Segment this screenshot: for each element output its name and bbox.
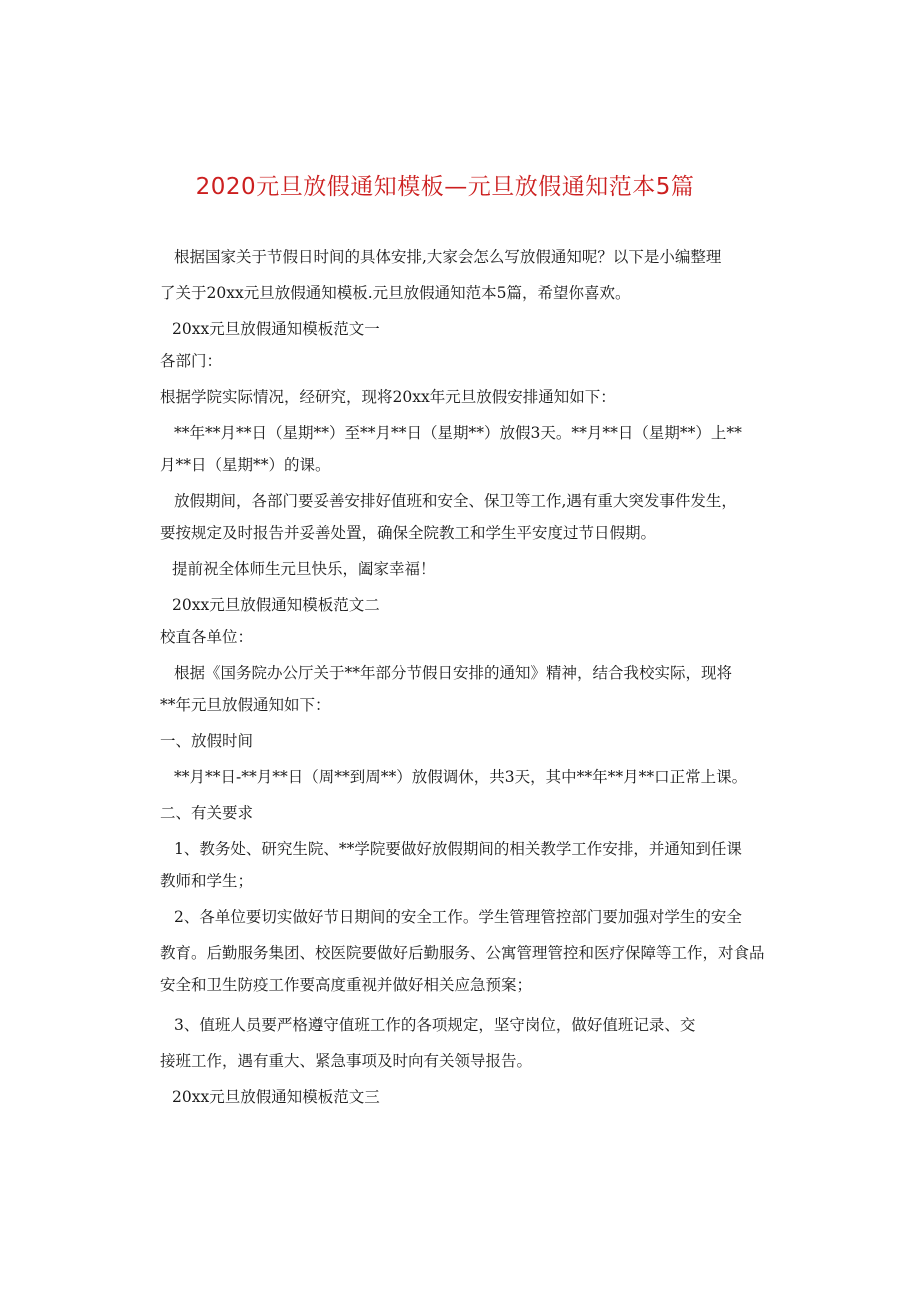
paragraph-line: 根据国家关于节假日时间的具体安排,大家会怎么写放假通知呢？以下是小编整理 <box>174 248 722 266</box>
paragraph-line: 2、各单位要切实做好节日期间的安全工作。学生管理管控部门要加强对学生的安全 <box>174 908 742 926</box>
salutation: 各部门： <box>160 352 223 370</box>
section-heading: 20xx元旦放假通知模板范文一 <box>172 320 380 338</box>
subsection-heading: 二、有关要求 <box>160 804 254 822</box>
paragraph-line: 了关于20xx元旦放假通知模板.元旦放假通知范本5篇，希望你喜欢。 <box>160 284 631 302</box>
paragraph-line: 根据《国务院办公厅关于**年部分节假日安排的通知》精神，结合我校实际，现将 <box>174 664 733 682</box>
paragraph-line: **月**日-**月**日（周**到周**）放假调休，共3天，其中**年**月**口正常上课。 <box>174 768 748 786</box>
section-heading: 20xx元旦放假通知模板范文三 <box>172 1088 380 1106</box>
paragraph-line: 安全和卫生防疫工作要高度重视并做好相关应急预案； <box>160 976 533 994</box>
paragraph-line: 3、值班人员要严格遵守值班工作的各项规定，坚守岗位，做好值班记录、交 <box>174 1016 696 1034</box>
paragraph-line: **年**月**日（星期**）至**月**日（星期**）放假3天。**月**日（星期**）上** <box>174 424 742 442</box>
section-heading: 20xx元旦放假通知模板范文二 <box>172 596 380 614</box>
paragraph-line: 提前祝全体师生元旦快乐，阖家幸福！ <box>172 560 436 578</box>
paragraph-line: 要按规定及时报告并妥善处置，确保全院教工和学生平安度过节日假期。 <box>160 524 657 542</box>
paragraph-line: 根据学院实际情况，经研究，现将20xx年元旦放假安排通知如下： <box>160 388 616 406</box>
paragraph-line: 1、教务处、研究生院、**学院要做好放假期间的相关教学工作安排，并通知到任课 <box>174 840 742 858</box>
paragraph-line: 放假期间，各部门要妥善安排好值班和安全、保卫等工作,遇有重大突发事件发生， <box>174 492 737 510</box>
paragraph-line: 月**日（星期**）的课。 <box>160 456 331 474</box>
paragraph-line: 接班工作，遇有重大、紧急事项及时向有关领导报告。 <box>160 1052 533 1070</box>
paragraph-line: 教育。后勤服务集团、校医院要做好后勤服务、公寓管理管控和医疗保障等工作，对食品 <box>160 944 765 962</box>
subsection-heading: 一、放假时间 <box>160 732 254 750</box>
salutation: 校直各单位： <box>160 628 254 646</box>
paragraph-line: 教师和学生； <box>160 872 254 890</box>
paragraph-line: **年元旦放假通知如下： <box>160 696 331 714</box>
document-title: 2020元旦放假通知模板—元旦放假通知范本5篇 <box>195 174 695 200</box>
